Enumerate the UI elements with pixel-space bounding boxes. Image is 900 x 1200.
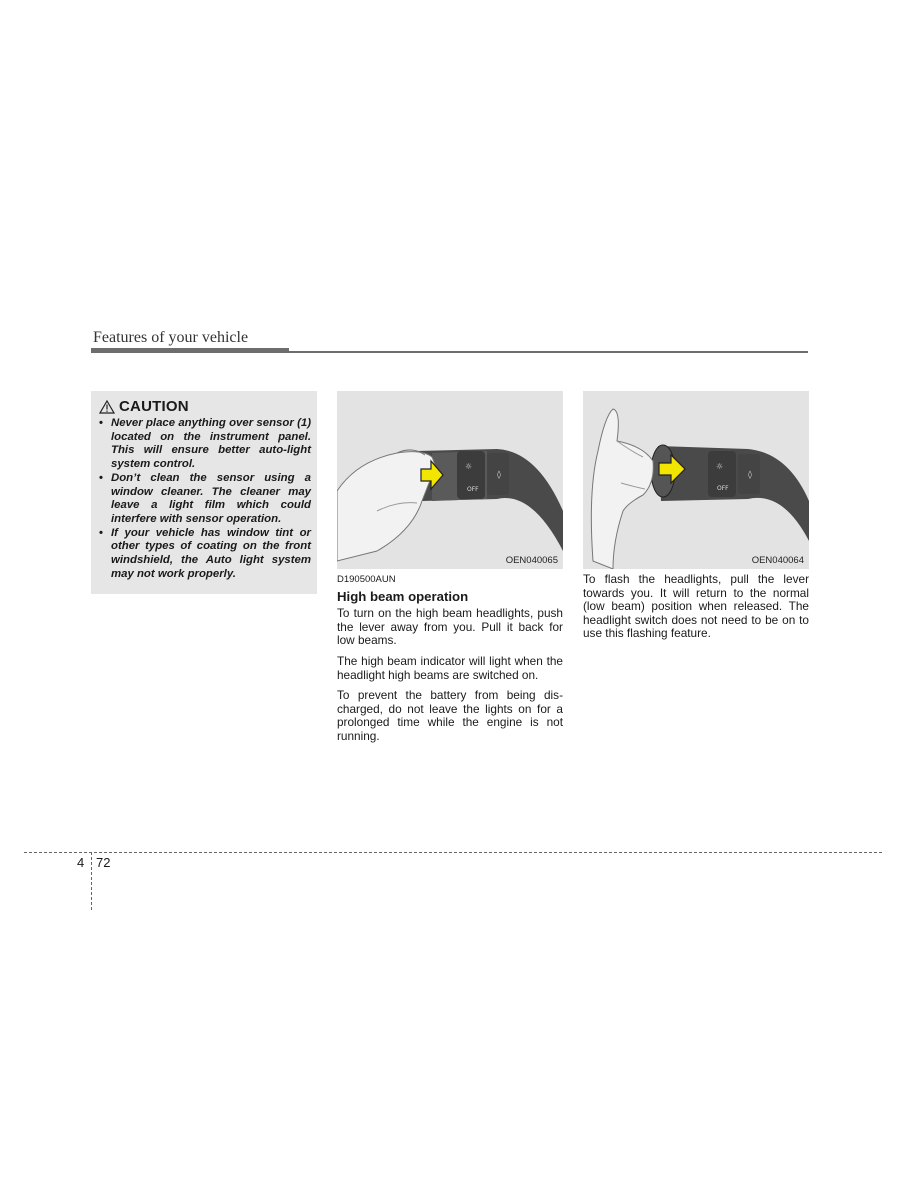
paragraph: To flash the headlights, pull the lever towards you. It will return to the normal (low beam) position when released. The headlight switch does not need to be on to use this flashing feature.: [583, 572, 809, 641]
page-number: 72: [96, 855, 111, 870]
chapter-number: 4: [77, 855, 85, 870]
figure-high-beam-push: [337, 391, 563, 569]
figure-flash-pull: [583, 391, 809, 569]
caution-item: • Don’t clean the sensor using a window cleaner. The cleaner may leave a light film which could interfere with sensor operation.: [99, 471, 311, 525]
caution-list: [99, 417, 311, 581]
svg-text:◊: ◊: [748, 470, 752, 479]
caution-item: • If your vehicle has window tint or other types of coating on the front windshield, the Auto light system may not work properly.: [99, 526, 311, 580]
section-code: D190500AUN: [337, 574, 396, 585]
svg-text:◊: ◊: [497, 470, 501, 479]
high-beam-section: [337, 573, 563, 751]
footer-rule: [24, 852, 882, 853]
page-header-title: Features of your vehicle: [93, 329, 249, 346]
svg-text:OFF: OFF: [467, 486, 479, 493]
paragraph: To prevent the battery from being dis-charged, do not leave the lights on for a prolonged time while the engine is not running.: [337, 688, 563, 743]
header-rule-thin: [289, 351, 808, 353]
header-rule-thick: [91, 348, 289, 353]
caution-header: [99, 398, 311, 415]
footer-divider: [91, 852, 92, 910]
warning-triangle-icon: [99, 400, 115, 414]
caution-box: [91, 391, 317, 594]
caution-title: CAUTION: [119, 398, 189, 415]
paragraph: The high beam indicator will light when the headlight high beams are switched on.: [337, 653, 563, 682]
section-heading: High beam operation: [337, 588, 469, 604]
caution-item: • Never place anything over sensor (1) located on the instrument panel. This will ensure better auto-light system control.: [99, 417, 311, 471]
svg-text:☼: ☼: [716, 462, 724, 471]
lever-pull-illustration: [583, 391, 809, 569]
lever-push-illustration: [337, 391, 563, 569]
figure-code: OEN040064: [751, 555, 804, 566]
paragraph: To turn on the high beam headlights, push the lever away from you. Pull it back for low beams.: [337, 606, 563, 648]
svg-text:OFF: OFF: [717, 485, 729, 492]
svg-text:☼: ☼: [465, 462, 473, 471]
figure-code: OEN040065: [505, 555, 558, 566]
flash-section: [583, 573, 809, 648]
